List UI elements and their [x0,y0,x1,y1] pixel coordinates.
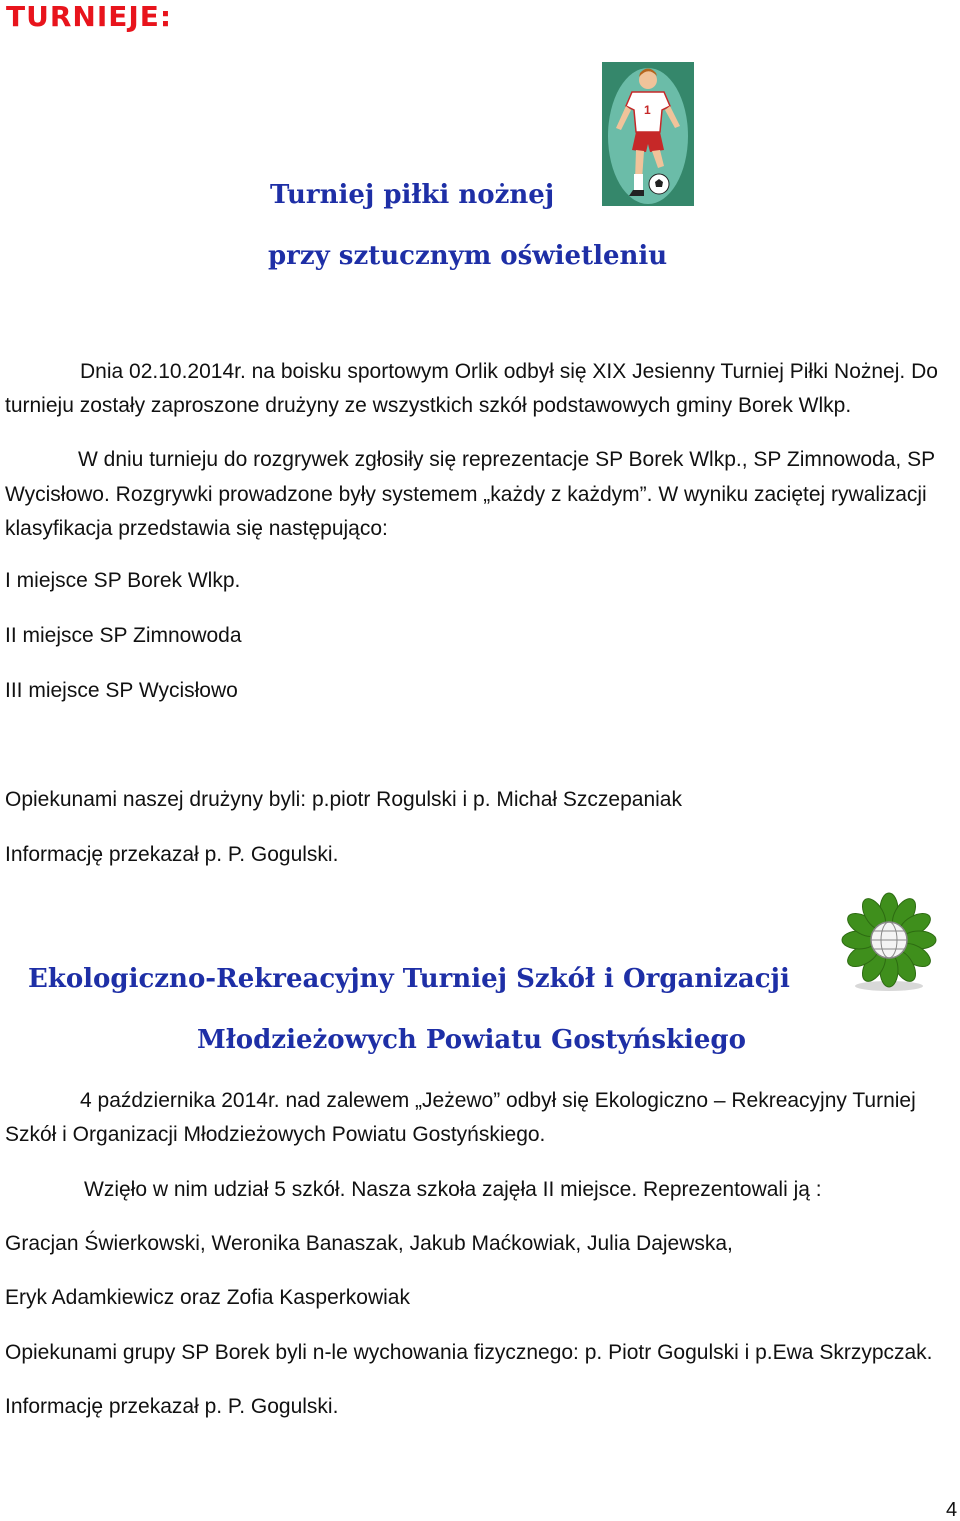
article2-title-line1: Ekologiczno-Rekreacyjny Turniej Szkół i Organizacji [28,964,790,994]
eco-flower-globe-image [840,890,938,992]
article1-title-line1: Turniej piłki nożnej [270,180,555,210]
article1-paragraph1-line2: turnieju zostały zaproszone drużyny ze wszystkich szkół podstawowych gminy Borek Wlkp. [5,394,852,417]
article1-paragraph2-line3: klasyfikacja przedstawia się następująco: [5,517,388,540]
article1-paragraph1-line1: Dnia 02.10.2014r. na boisku sportowym Orlik odbył się XIX Jesienny Turniej Piłki Nożnej. Do [80,360,938,383]
article2-paragraph1-line1: 4 października 2014r. nad zalewem „Jeżewo” odbył się Ekologiczno – Rekreacyjny Turniej [80,1089,916,1112]
article1-guardians: Opiekunami naszej drużyny byli: p.piotr Rogulski i p. Michał Szczepaniak [5,788,682,811]
place-3: III miejsce SP Wycisłowo [5,679,238,702]
page-number: 4 [946,1499,958,1521]
article2-paragraph1-line2: Szkół i Organizacji Młodzieżowych Powiatu Gostyńskiego. [5,1123,546,1146]
article2-paragraph2: Wzięło w nim udział 5 szkół. Nasza szkoła zajęła II miejsce. Reprezentowali ją : [84,1178,822,1201]
section-title: TURNIEJE: [6,0,173,33]
article1-title-line2: przy sztucznym oświetleniu [268,241,668,271]
place-1: I miejsce SP Borek Wlkp. [5,569,241,592]
participants-line1: Gracjan Świerkowski, Weronika Banaszak, Jakub Maćkowiak, Julia Dajewska, [5,1232,733,1255]
place-2: II miejsce SP Zimnowoda [5,624,242,647]
jersey-number: 1 [644,103,651,117]
article2-guardians: Opiekunami grupy SP Borek byli n-le wychowania fizycznego: p. Piotr Gogulski i p.Ewa Skrzypczak. [5,1341,933,1364]
article1-info: Informację przekazał p. P. Gogulski. [5,843,339,866]
football-player-image [602,62,694,206]
article2-title-line2: Młodzieżowych Powiatu Gostyńskiego [197,1025,746,1055]
participants-line2: Eryk Adamkiewicz oraz Zofia Kasperkowiak [5,1286,410,1309]
article1-paragraph2-line2: Wycisłowo. Rozgrywki prowadzone były systemem „każdy z każdym”. W wyniku zaciętej rywalizacji [5,483,927,506]
article2-info: Informację przekazał p. P. Gogulski. [5,1395,339,1418]
article1-paragraph2-line1: W dniu turnieju do rozgrywek zgłosiły się reprezentacje SP Borek Wlkp., SP Zimnowoda, SP [78,448,936,471]
